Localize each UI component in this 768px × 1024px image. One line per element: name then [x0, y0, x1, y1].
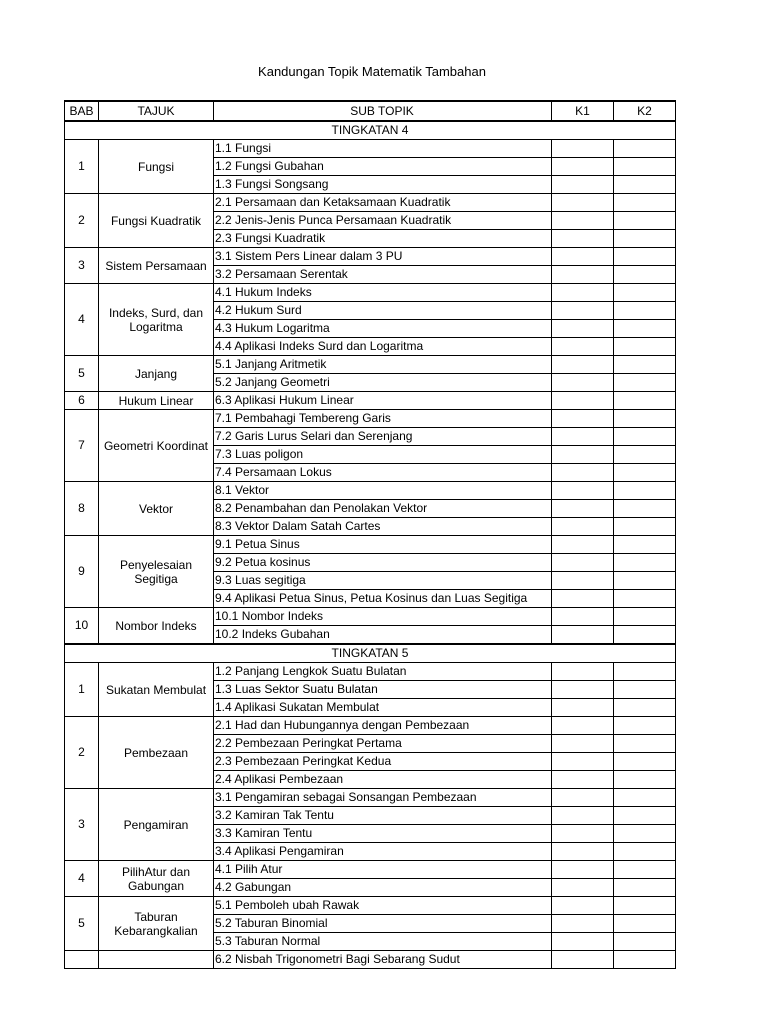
- sub-topic: 9.4 Aplikasi Petua Sinus, Petua Kosinus dan Luas Segitiga: [214, 590, 552, 608]
- sub-topic: 4.4 Aplikasi Indeks Surd dan Logaritma: [214, 338, 552, 356]
- k1-cell[interactable]: [552, 500, 614, 518]
- chapter-number: 6: [65, 392, 99, 410]
- header-k2: K2: [614, 101, 676, 121]
- k1-cell[interactable]: [552, 951, 614, 969]
- header-tajuk: TAJUK: [99, 101, 214, 121]
- sub-topic: 2.1 Had dan Hubungannya dengan Pembezaan: [214, 717, 552, 735]
- k2-cell[interactable]: [614, 230, 676, 248]
- header-k1: K1: [552, 101, 614, 121]
- k2-cell[interactable]: [614, 861, 676, 879]
- chapter-number: 3: [65, 248, 99, 284]
- section-row: [65, 644, 676, 663]
- k1-cell[interactable]: [552, 518, 614, 536]
- k1-cell[interactable]: [552, 320, 614, 338]
- k1-cell[interactable]: [552, 807, 614, 825]
- sub-topic: 1.3 Fungsi Songsang: [214, 176, 552, 194]
- chapter-title: PilihAtur dan Gabungan: [99, 861, 214, 897]
- sub-topic: 7.3 Luas poligon: [214, 446, 552, 464]
- table-row: [65, 482, 676, 500]
- chapter-title: Janjang: [99, 356, 214, 392]
- sub-topic: 3.2 Persamaan Serentak: [214, 266, 552, 284]
- chapter-title: Sistem Persamaan: [99, 248, 214, 284]
- sub-topic: 5.1 Pemboleh ubah Rawak: [214, 897, 552, 915]
- k1-cell[interactable]: [552, 572, 614, 590]
- sub-topic: 8.2 Penambahan dan Penolakan Vektor: [214, 500, 552, 518]
- document-title: Kandungan Topik Matematik Tambahan: [258, 64, 486, 79]
- chapter-title: Pengamiran: [99, 789, 214, 861]
- chapter-number: 5: [65, 356, 99, 392]
- k1-cell[interactable]: [552, 554, 614, 572]
- k1-cell[interactable]: [552, 590, 614, 608]
- k1-cell[interactable]: [552, 302, 614, 320]
- sub-topic: 2.4 Aplikasi Pembezaan: [214, 771, 552, 789]
- k2-cell[interactable]: [614, 410, 676, 428]
- k1-cell[interactable]: [552, 482, 614, 500]
- table-row: [65, 536, 676, 554]
- sub-topic: 6.3 Aplikasi Hukum Linear: [214, 392, 552, 410]
- sub-topic: 7.4 Persamaan Lokus: [214, 464, 552, 482]
- chapter-number: 8: [65, 482, 99, 536]
- k2-cell[interactable]: [614, 320, 676, 338]
- chapter-title: Indeks, Surd, dan Logaritma: [99, 284, 214, 356]
- k1-cell[interactable]: [552, 626, 614, 645]
- k2-cell[interactable]: [614, 735, 676, 753]
- k1-cell[interactable]: [552, 879, 614, 897]
- sub-topic: 3.1 Sistem Pers Linear dalam 3 PU: [214, 248, 552, 266]
- k2-cell[interactable]: [614, 572, 676, 590]
- k1-cell[interactable]: [552, 897, 614, 915]
- sub-topic: 5.3 Taburan Normal: [214, 933, 552, 951]
- k1-cell[interactable]: [552, 753, 614, 771]
- sub-topic: 4.1 Hukum Indeks: [214, 284, 552, 302]
- table-row: [65, 789, 676, 807]
- sub-topic: 9.3 Luas segitiga: [214, 572, 552, 590]
- sub-topic: 4.3 Hukum Logaritma: [214, 320, 552, 338]
- chapter-number: [65, 951, 99, 969]
- chapter-number: 10: [65, 608, 99, 645]
- chapter-title: Fungsi: [99, 140, 214, 194]
- sub-topic: 3.2 Kamiran Tak Tentu: [214, 807, 552, 825]
- k2-cell[interactable]: [614, 338, 676, 356]
- k2-cell[interactable]: [614, 789, 676, 807]
- k2-cell[interactable]: [614, 284, 676, 302]
- k1-cell[interactable]: [552, 194, 614, 212]
- k1-cell[interactable]: [552, 212, 614, 230]
- k1-cell[interactable]: [552, 356, 614, 374]
- chapter-title: Pembezaan: [99, 717, 214, 789]
- sub-topic: 4.2 Hukum Surd: [214, 302, 552, 320]
- k2-cell[interactable]: [614, 590, 676, 608]
- k1-cell[interactable]: [552, 374, 614, 392]
- chapter-number: 2: [65, 717, 99, 789]
- chapter-number: 9: [65, 536, 99, 608]
- sub-topic: 2.3 Fungsi Kuadratik: [214, 230, 552, 248]
- sub-topic: 9.2 Petua kosinus: [214, 554, 552, 572]
- table-row: [65, 248, 676, 266]
- chapter-title: [99, 951, 214, 969]
- k2-cell[interactable]: [614, 140, 676, 158]
- k2-cell[interactable]: [614, 951, 676, 969]
- k2-cell[interactable]: [614, 536, 676, 554]
- k1-cell[interactable]: [552, 681, 614, 699]
- sub-topic: 4.1 Pilih Atur: [214, 861, 552, 879]
- chapter-number: 3: [65, 789, 99, 861]
- k2-cell[interactable]: [614, 212, 676, 230]
- k2-cell[interactable]: [614, 681, 676, 699]
- chapter-title: Nombor Indeks: [99, 608, 214, 645]
- k2-cell[interactable]: [614, 825, 676, 843]
- k2-cell[interactable]: [614, 482, 676, 500]
- sub-topic: 5.2 Janjang Geometri: [214, 374, 552, 392]
- sub-topic: 8.3 Vektor Dalam Satah Cartes: [214, 518, 552, 536]
- k2-cell[interactable]: [614, 699, 676, 717]
- k1-cell[interactable]: [552, 536, 614, 554]
- table-row: [65, 861, 676, 879]
- chapter-number: 4: [65, 284, 99, 356]
- k1-cell[interactable]: [552, 717, 614, 735]
- sub-topic: 3.3 Kamiran Tentu: [214, 825, 552, 843]
- section-row: [65, 121, 676, 140]
- table-row: [65, 608, 676, 626]
- k1-cell[interactable]: [552, 428, 614, 446]
- k1-cell[interactable]: [552, 663, 614, 681]
- chapter-title: Fungsi Kuadratik: [99, 194, 214, 248]
- k1-cell[interactable]: [552, 789, 614, 807]
- k1-cell[interactable]: [552, 248, 614, 266]
- chapter-title: Taburan Kebarangkalian: [99, 897, 214, 951]
- k2-cell[interactable]: [614, 428, 676, 446]
- sub-topic: 2.3 Pembezaan Peringkat Kedua: [214, 753, 552, 771]
- k1-cell[interactable]: [552, 915, 614, 933]
- chapter-number: 1: [65, 140, 99, 194]
- chapter-title: Hukum Linear: [99, 392, 214, 410]
- header-row: [65, 101, 676, 121]
- chapter-number: 7: [65, 410, 99, 482]
- k2-cell[interactable]: [614, 626, 676, 645]
- k2-cell[interactable]: [614, 843, 676, 861]
- k1-cell[interactable]: [552, 608, 614, 626]
- k2-cell[interactable]: [614, 158, 676, 176]
- k1-cell[interactable]: [552, 158, 614, 176]
- k2-cell[interactable]: [614, 608, 676, 626]
- k1-cell[interactable]: [552, 825, 614, 843]
- k2-cell[interactable]: [614, 392, 676, 410]
- sub-topic: 10.2 Indeks Gubahan: [214, 626, 552, 645]
- sub-topic: 1.1 Fungsi: [214, 140, 552, 158]
- sub-topic: 8.1 Vektor: [214, 482, 552, 500]
- k2-cell[interactable]: [614, 933, 676, 951]
- table-row: [65, 194, 676, 212]
- k2-cell[interactable]: [614, 554, 676, 572]
- k1-cell[interactable]: [552, 446, 614, 464]
- k2-cell[interactable]: [614, 500, 676, 518]
- chapter-title: Penyelesaian Segitiga: [99, 536, 214, 608]
- table-row: [65, 897, 676, 915]
- sub-topic: 1.2 Fungsi Gubahan: [214, 158, 552, 176]
- section-label: TINGKATAN 5: [65, 644, 676, 663]
- sub-topic: 2.1 Persamaan dan Ketaksamaan Kuadratik: [214, 194, 552, 212]
- k2-cell[interactable]: [614, 879, 676, 897]
- k1-cell[interactable]: [552, 843, 614, 861]
- k1-cell[interactable]: [552, 284, 614, 302]
- k1-cell[interactable]: [552, 410, 614, 428]
- section-label: TINGKATAN 4: [65, 121, 676, 140]
- sub-topic: 4.2 Gabungan: [214, 879, 552, 897]
- k1-cell[interactable]: [552, 230, 614, 248]
- table-row: [65, 284, 676, 302]
- k1-cell[interactable]: [552, 735, 614, 753]
- k1-cell[interactable]: [552, 699, 614, 717]
- k1-cell[interactable]: [552, 338, 614, 356]
- k1-cell[interactable]: [552, 266, 614, 284]
- header-bab: BAB: [65, 101, 99, 121]
- table-row: [65, 356, 676, 374]
- k2-cell[interactable]: [614, 897, 676, 915]
- topic-table: [64, 100, 676, 969]
- table-row: [65, 140, 676, 158]
- k2-cell[interactable]: [614, 753, 676, 771]
- sub-topic: 6.2 Nisbah Trigonometri Bagi Sebarang Sudut: [214, 951, 552, 969]
- chapter-number: 2: [65, 194, 99, 248]
- sub-topic: 1.3 Luas Sektor Suatu Bulatan: [214, 681, 552, 699]
- table-body: [65, 121, 676, 969]
- table-row: [65, 663, 676, 681]
- k2-cell[interactable]: [614, 248, 676, 266]
- table-row: [65, 392, 676, 410]
- sub-topic: 2.2 Jenis-Jenis Punca Persamaan Kuadratik: [214, 212, 552, 230]
- k2-cell[interactable]: [614, 663, 676, 681]
- k2-cell[interactable]: [614, 176, 676, 194]
- chapter-title: Vektor: [99, 482, 214, 536]
- k2-cell[interactable]: [614, 302, 676, 320]
- k2-cell[interactable]: [614, 194, 676, 212]
- k1-cell[interactable]: [552, 771, 614, 789]
- chapter-number: 4: [65, 861, 99, 897]
- sub-topic: 3.4 Aplikasi Pengamiran: [214, 843, 552, 861]
- k1-cell[interactable]: [552, 392, 614, 410]
- sub-topic: 5.1 Janjang Aritmetik: [214, 356, 552, 374]
- chapter-number: 5: [65, 897, 99, 951]
- sub-topic: 1.4 Aplikasi Sukatan Membulat: [214, 699, 552, 717]
- table-row: [65, 717, 676, 735]
- sub-topic: 7.2 Garis Lurus Selari dan Serenjang: [214, 428, 552, 446]
- k1-cell[interactable]: [552, 933, 614, 951]
- sub-topic: 10.1 Nombor Indeks: [214, 608, 552, 626]
- k2-cell[interactable]: [614, 464, 676, 482]
- chapter-title: Sukatan Membulat: [99, 663, 214, 717]
- table-row: [65, 410, 676, 428]
- k2-cell[interactable]: [614, 771, 676, 789]
- k1-cell[interactable]: [552, 861, 614, 879]
- k1-cell[interactable]: [552, 176, 614, 194]
- k2-cell[interactable]: [614, 446, 676, 464]
- header-sub-topik: SUB TOPIK: [214, 101, 552, 121]
- k1-cell[interactable]: [552, 464, 614, 482]
- sub-topic: 2.2 Pembezaan Peringkat Pertama: [214, 735, 552, 753]
- k2-cell[interactable]: [614, 266, 676, 284]
- sub-topic: 5.2 Taburan Binomial: [214, 915, 552, 933]
- k2-cell[interactable]: [614, 374, 676, 392]
- k2-cell[interactable]: [614, 518, 676, 536]
- k2-cell[interactable]: [614, 915, 676, 933]
- sub-topic: 1.2 Panjang Lengkok Suatu Bulatan: [214, 663, 552, 681]
- k2-cell[interactable]: [614, 356, 676, 374]
- sub-topic: 7.1 Pembahagi Tembereng Garis: [214, 410, 552, 428]
- k2-cell[interactable]: [614, 807, 676, 825]
- sub-topic: 3.1 Pengamiran sebagai Sonsangan Pembezaan: [214, 789, 552, 807]
- sub-topic: 9.1 Petua Sinus: [214, 536, 552, 554]
- k2-cell[interactable]: [614, 717, 676, 735]
- table-row: [65, 951, 676, 969]
- k1-cell[interactable]: [552, 140, 614, 158]
- chapter-title: Geometri Koordinat: [99, 410, 214, 482]
- chapter-number: 1: [65, 663, 99, 717]
